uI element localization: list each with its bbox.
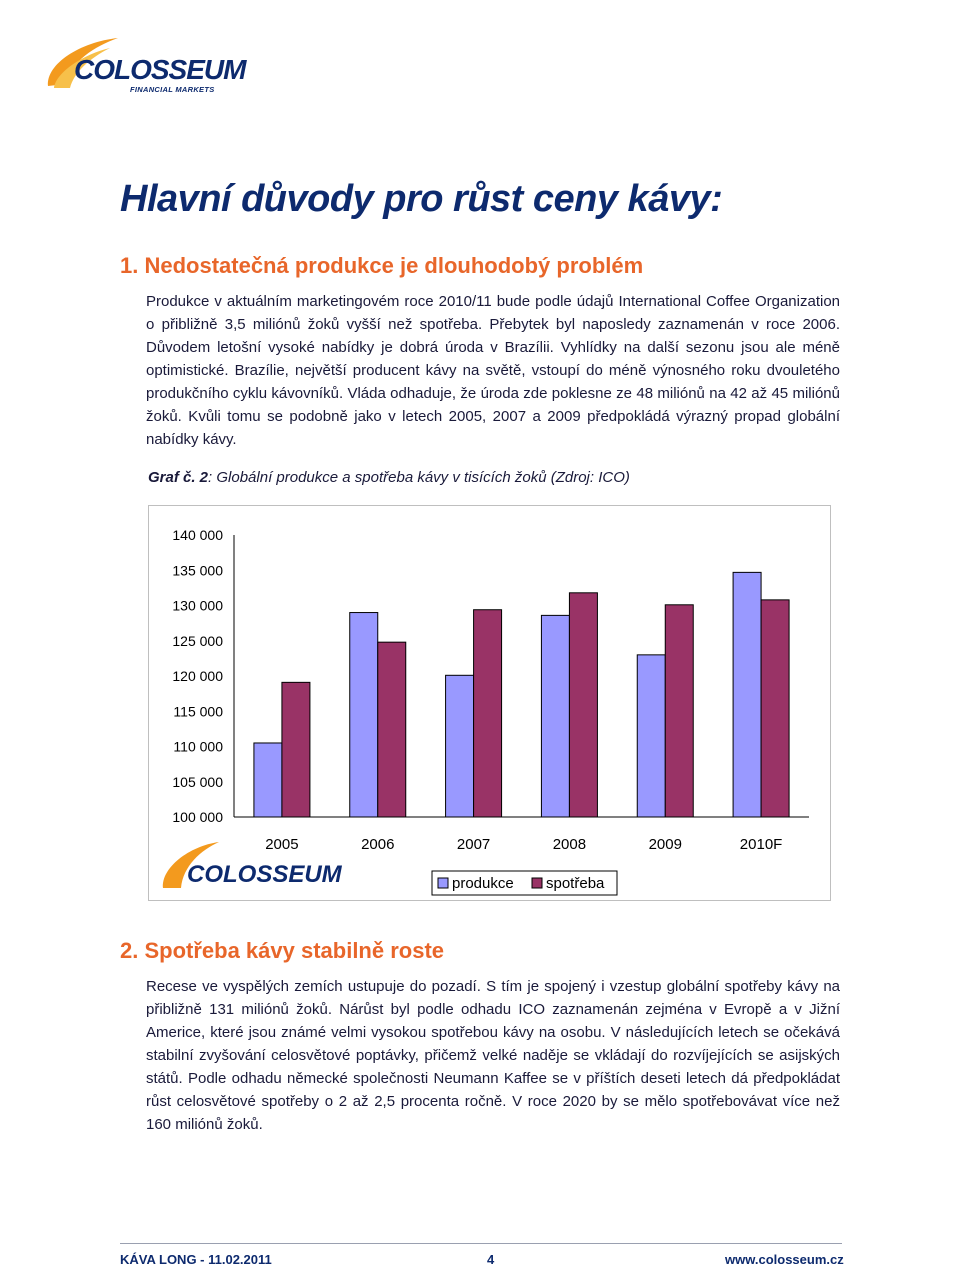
chart-caption <box>148 469 630 486</box>
y-tick-label: 115 000 <box>173 703 223 720</box>
watermark-logo-text: COLOSSEUM <box>187 861 342 888</box>
chart-container <box>148 505 831 901</box>
legend-swatch-spotřeba <box>532 878 542 888</box>
bar-spotřeba-2007 <box>474 610 502 817</box>
x-tick-label: 2007 <box>456 836 491 853</box>
y-tick-label: 110 000 <box>173 738 223 755</box>
section-1-heading: 1. Nedostatečná produkce je dlouhodobý problém <box>120 253 644 278</box>
caption-text: : Globální produkce a spotřeba kávy v tisících žoků (Zdroj: ICO) <box>208 469 630 486</box>
footer-document-title: KÁVA LONG - 11.02.2011 <box>120 1252 272 1267</box>
legend-swatch-produkce <box>438 878 448 888</box>
bar-produkce-2009 <box>637 655 665 817</box>
x-tick-label: 2009 <box>648 836 682 853</box>
bar-produkce-2005 <box>254 743 282 817</box>
x-tick-label: 2008 <box>552 836 587 853</box>
y-tick-label: 125 000 <box>172 632 223 649</box>
footer-website[interactable]: www.colosseum.cz <box>725 1252 844 1267</box>
footer-divider <box>120 1243 842 1244</box>
bar-produkce-2010F <box>733 572 761 817</box>
x-tick-label: 2005 <box>265 836 299 853</box>
legend-label-produkce: produkce <box>452 875 514 892</box>
x-tick-label: 2010F <box>739 836 783 853</box>
y-tick-label: 100 000 <box>172 809 223 825</box>
section-1-text: Produkce v aktuálním marketingovém roce 2010/11 bude podle údajů International Coffee Organization o přibližně 3,5 miliónů žoků vyšší než spotřeba. Přebytek byl naposledy zaznamenán v roce 2006. Důvodem letošní vysoké nabídky je dobrá úroda v Brazílii. Vyhlídky na další sezonu jsou ale méně optimistické. Brazílie, největší producent kávy na světě, vstoupí do méně výnosného roku dvouletého produkčního cyklu kávovníků. Vláda odhaduje, že úroda zde poklesne ze 48 miliónů na 42 až 45 miliónů žoků. Kvůli tomu se podobně jako v letech 2005, 2007 a 2009 předpokládá výrazný propad globální nabídky kávy. <box>146 293 840 448</box>
legend-label-spotřeba: spotřeba <box>546 875 605 892</box>
y-tick-label: 130 000 <box>172 597 223 614</box>
y-tick-label: 105 000 <box>172 773 223 790</box>
y-tick-label: 140 000 <box>172 527 223 543</box>
page-title: Hlavní důvody pro růst ceny kávy: <box>120 178 723 220</box>
caption-prefix: Graf č. 2 <box>148 469 209 486</box>
bar-spotřeba-2006 <box>378 642 406 817</box>
bar-spotřeba-2005 <box>282 682 310 817</box>
footer-page-number: 4 <box>487 1252 495 1267</box>
y-tick-label: 135 000 <box>172 562 223 579</box>
logo-subtitle: FINANCIAL MARKETS <box>130 85 215 94</box>
y-tick-label: 120 000 <box>172 668 223 684</box>
logo-name: COLOSSEUM <box>74 54 246 85</box>
bar-spotřeba-2010F <box>761 600 789 817</box>
bar-chart <box>149 506 830 900</box>
section-2-heading: 2. Spotřeba kávy stabilně roste <box>120 938 445 963</box>
colosseum-logo <box>40 34 246 96</box>
x-tick-label: 2006 <box>361 836 395 853</box>
bar-spotřeba-2008 <box>569 593 597 817</box>
bar-produkce-2007 <box>446 675 474 817</box>
section-2-text: Recese ve vyspělých zemích ustupuje do pozadí. S tím je spojený i vzestup globální spotřeby kávy na přibližně 131 miliónů žoků. Nárůst byl podle odhadu ICO zaznamenán zejména v Evropě a v Jižní Americe, které jsou známé velmi vysokou spotřebou kávy na osobu. V následujících letech se očekává stabilní zvyšování celosvětové poptávky, přičemž velké naděje se vkládají do rozvíjejících se asijských států. Podle odhadu německé společnosti Neumann Kaffee se v příštích deseti letech dá předpokládat růst celosvětové spotřeby o 2 až 2,5 procenta ročně. V roce 2020 by se mělo spotřebovávat více než 160 miliónů žoků. <box>146 978 840 1133</box>
bar-produkce-2006 <box>350 613 378 817</box>
bar-spotřeba-2009 <box>665 605 693 817</box>
bar-produkce-2008 <box>541 615 569 817</box>
